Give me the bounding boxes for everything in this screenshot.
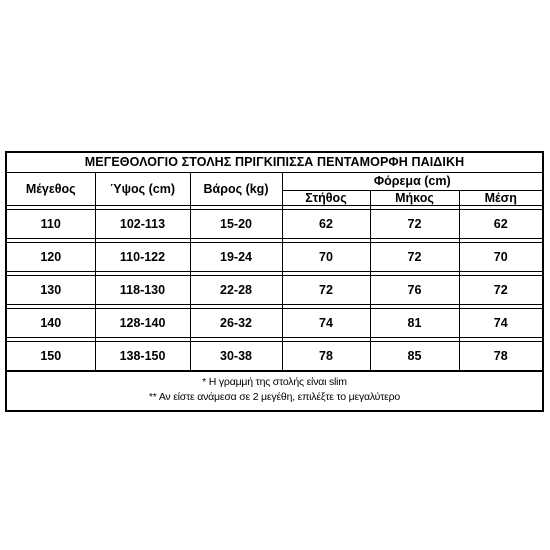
weight-cell: 19-24 (190, 242, 282, 271)
table-row (7, 242, 542, 271)
height-cell: 110-122 (95, 242, 190, 271)
chest-cell: 78 (282, 341, 370, 370)
header-chest: Στήθος (282, 190, 370, 205)
height-cell: 118-130 (95, 275, 190, 304)
chest-cell: 74 (282, 308, 370, 337)
size-cell: 150 (7, 341, 95, 370)
weight-cell: 15-20 (190, 209, 282, 238)
chart-title: ΜΕΓΕΘΟΛΟΓΙΟ ΣΤΟΛΗΣ ΠΡΙΓΚΙΠΙΣΣΑ ΠΕΝΤΑΜΟΡΦΗ ΠΑΙΔΙΚΗ (7, 153, 542, 173)
weight-cell: 30-38 (190, 341, 282, 370)
height-cell: 128-140 (95, 308, 190, 337)
table-row (7, 308, 542, 337)
waist-cell: 72 (459, 275, 542, 304)
height-cell: 102-113 (95, 209, 190, 238)
size-chart (5, 151, 544, 412)
size-cell: 120 (7, 242, 95, 271)
waist-cell: 62 (459, 209, 542, 238)
table-row (7, 341, 542, 370)
header-height: Ύψος (cm) (95, 173, 190, 205)
length-cell: 72 (370, 209, 459, 238)
note-between-sizes: ** Αν είστε ανάμεσα σε 2 μεγέθη, επιλέξτε το μεγαλύτερο (148, 390, 401, 403)
length-cell: 76 (370, 275, 459, 304)
header-size: Μέγεθος (7, 173, 95, 205)
waist-cell: 74 (459, 308, 542, 337)
size-table (7, 173, 542, 371)
size-cell: 110 (7, 209, 95, 238)
weight-cell: 26-32 (190, 308, 282, 337)
header-row (7, 173, 542, 190)
header-weight: Βάρος (kg) (190, 173, 282, 205)
size-cell: 130 (7, 275, 95, 304)
height-cell: 138-150 (95, 341, 190, 370)
header-waist: Μέση (459, 190, 542, 205)
header-length: Μήκος (370, 190, 459, 205)
chest-cell: 72 (282, 275, 370, 304)
weight-cell: 22-28 (190, 275, 282, 304)
size-cell: 140 (7, 308, 95, 337)
waist-cell: 78 (459, 341, 542, 370)
length-cell: 85 (370, 341, 459, 370)
header-dress: Φόρεμα (cm) (282, 173, 542, 190)
length-cell: 81 (370, 308, 459, 337)
note-slim: * Η γραμμή της στολής είναι slim (202, 375, 347, 388)
table-row (7, 275, 542, 304)
table-row (7, 209, 542, 238)
waist-cell: 70 (459, 242, 542, 271)
notes (7, 371, 542, 410)
length-cell: 72 (370, 242, 459, 271)
chest-cell: 70 (282, 242, 370, 271)
chest-cell: 62 (282, 209, 370, 238)
